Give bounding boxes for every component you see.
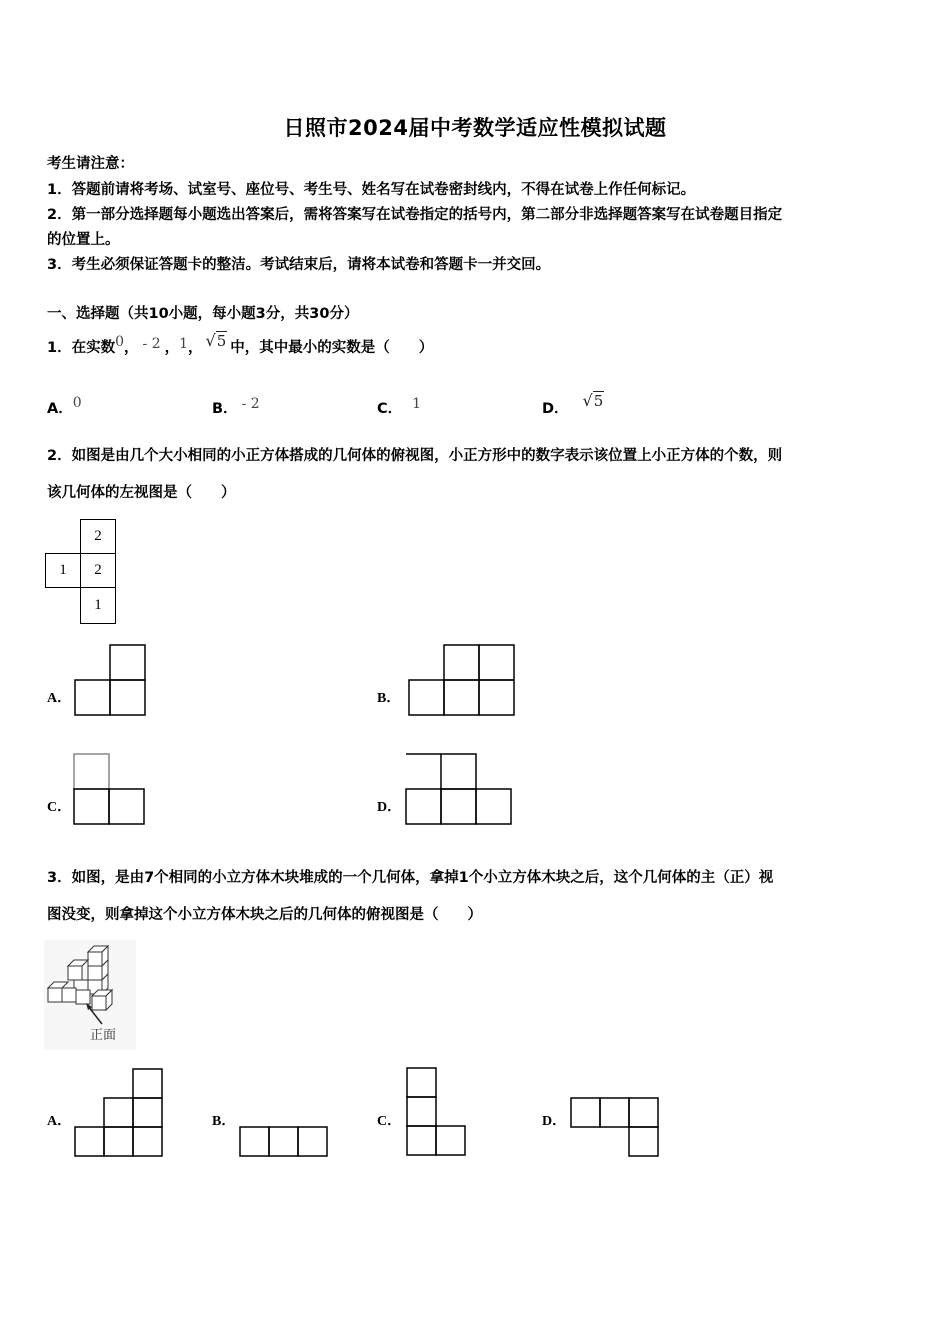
q1-sep-3: ，: [188, 340, 203, 356]
square: [110, 680, 145, 715]
grid-cell-bottom: 1: [80, 587, 116, 624]
q3-option-d-label[interactable]: D．: [542, 1114, 567, 1129]
grid-cell-top: 2: [80, 519, 116, 554]
sqrt-radical-icon: √: [205, 331, 216, 350]
cube-face: [76, 990, 90, 1004]
cube-face: [48, 982, 68, 988]
notes-heading: 考生请注意：: [47, 156, 134, 172]
q2-option-b-figure[interactable]: [408, 644, 518, 718]
square: [441, 754, 476, 789]
square: [240, 1127, 269, 1156]
square: [571, 1098, 600, 1127]
q1-number-1: 1: [179, 336, 189, 352]
square: [109, 789, 144, 824]
cube-face: [68, 966, 82, 980]
grid-cell-left: 1: [45, 553, 81, 588]
q1-option-d[interactable]: [542, 391, 604, 418]
q2-option-d-figure[interactable]: [405, 753, 515, 827]
q2-option-a-figure[interactable]: [74, 644, 148, 718]
square: [133, 1098, 162, 1127]
grid-cell-middle: 2: [80, 553, 116, 588]
note-1: 1．答题前请将考场、试室号、座位号、考生号、姓名写在试卷密封线内，不得在试卷上作任何标记。: [47, 182, 696, 198]
square: [441, 789, 476, 824]
q1-option-c[interactable]: [377, 397, 421, 418]
cube-face: [92, 996, 106, 1010]
cube-face: [88, 952, 102, 966]
square: [476, 789, 511, 824]
square: [444, 645, 479, 680]
square: [75, 680, 110, 715]
option-value: 1: [412, 396, 422, 412]
question-2-line-2: 该几何体的左视图是（ ）: [47, 485, 236, 501]
note-2-cont: 的位置上。: [47, 232, 120, 248]
square: [104, 1098, 133, 1127]
square: [406, 789, 441, 824]
question-1: [47, 331, 434, 357]
front-view-label: 正面: [90, 1027, 117, 1042]
square: [133, 1069, 162, 1098]
option-value: 0: [72, 395, 82, 411]
option-value: [583, 391, 605, 410]
question-3-line-2: 图没变，则拿掉这个小立方体木块之后的几何体的俯视图是（ ）: [47, 907, 482, 923]
q1-sep-1: ，: [124, 340, 139, 356]
option-label: A．: [47, 401, 73, 417]
square: [436, 1126, 465, 1155]
option-radicand: 5: [593, 392, 604, 410]
q2-option-c-label[interactable]: C．: [47, 800, 72, 815]
option-label: D．: [542, 401, 569, 417]
option-value: - 2: [241, 396, 260, 412]
q3-option-a-label[interactable]: A．: [47, 1114, 72, 1129]
q1-number-neg2: - 2: [142, 336, 161, 352]
square: [110, 645, 145, 680]
option-label: B．: [212, 401, 238, 417]
square: [269, 1127, 298, 1156]
square: [600, 1098, 629, 1127]
q2-option-c-figure[interactable]: [73, 753, 147, 827]
square: [104, 1127, 133, 1156]
q1-sep-2: ，: [164, 340, 180, 356]
square: [407, 1097, 436, 1126]
q1-number-0: 0: [115, 334, 125, 350]
cube-face: [88, 966, 102, 980]
q1-prefix: 1．在实数: [47, 340, 116, 356]
q1-suffix: 中，其中最小的实数是（ ）: [230, 340, 434, 356]
note-3: 3．考生必须保证答题卡的整洁。考试结束后，请将本试卷和答题卡一并交回。: [47, 257, 551, 273]
question-3-line-1: 3．如图，是由7个相同的小立方体木块堆成的一个几何体，拿掉1个小立方体木块之后，这个几何体的主（正）视: [47, 870, 774, 886]
note-2: 2．第一部分选择题每小题选出答案后，需将答案写在试卷指定的括号内，第二部分非选择题答案写在试卷题目指定: [47, 207, 783, 223]
q3-option-b-label[interactable]: B．: [212, 1114, 236, 1129]
square: [479, 645, 514, 680]
q1-option-b[interactable]: [212, 397, 260, 418]
square: [409, 680, 444, 715]
q2-option-b-label[interactable]: B．: [377, 691, 401, 706]
square: [479, 680, 514, 715]
square: [74, 754, 109, 789]
page-title: 日照市2024届中考数学适应性模拟试题: [283, 116, 667, 140]
cube-face: [68, 960, 88, 966]
q1-option-a[interactable]: [47, 397, 82, 418]
q3-option-a-figure[interactable]: [73, 1068, 167, 1160]
q3-option-c-figure[interactable]: [405, 1066, 469, 1160]
square: [133, 1127, 162, 1156]
q2-option-a-label[interactable]: A．: [47, 691, 72, 706]
q2-option-d-label[interactable]: D．: [377, 800, 402, 815]
q3-option-c-label[interactable]: C．: [377, 1114, 402, 1129]
square: [629, 1098, 658, 1127]
cube-face: [62, 988, 76, 1002]
square: [75, 1127, 104, 1156]
square: [629, 1127, 658, 1156]
q1-sqrt5: [206, 331, 228, 350]
square: [298, 1127, 327, 1156]
square: [407, 1068, 436, 1097]
square: [74, 789, 109, 824]
q3-option-b-figure[interactable]: [238, 1125, 330, 1159]
square: [407, 1126, 436, 1155]
square: [444, 680, 479, 715]
section-heading: 一、选择题（共10小题，每小题3分，共30分）: [47, 306, 359, 322]
q3-option-d-figure[interactable]: [569, 1096, 663, 1160]
sqrt-radical-icon: √: [582, 391, 593, 410]
q1-radicand: 5: [216, 332, 227, 350]
question-2-line-1: 2．如图是由几个大小相同的小正方体搭成的几何体的俯视图，小正方形中的数字表示该位置上小正方体的个数，则: [47, 448, 783, 464]
option-label: C．: [377, 401, 403, 417]
cube-face: [48, 988, 62, 1002]
q3-cube-figure: [44, 940, 136, 1050]
